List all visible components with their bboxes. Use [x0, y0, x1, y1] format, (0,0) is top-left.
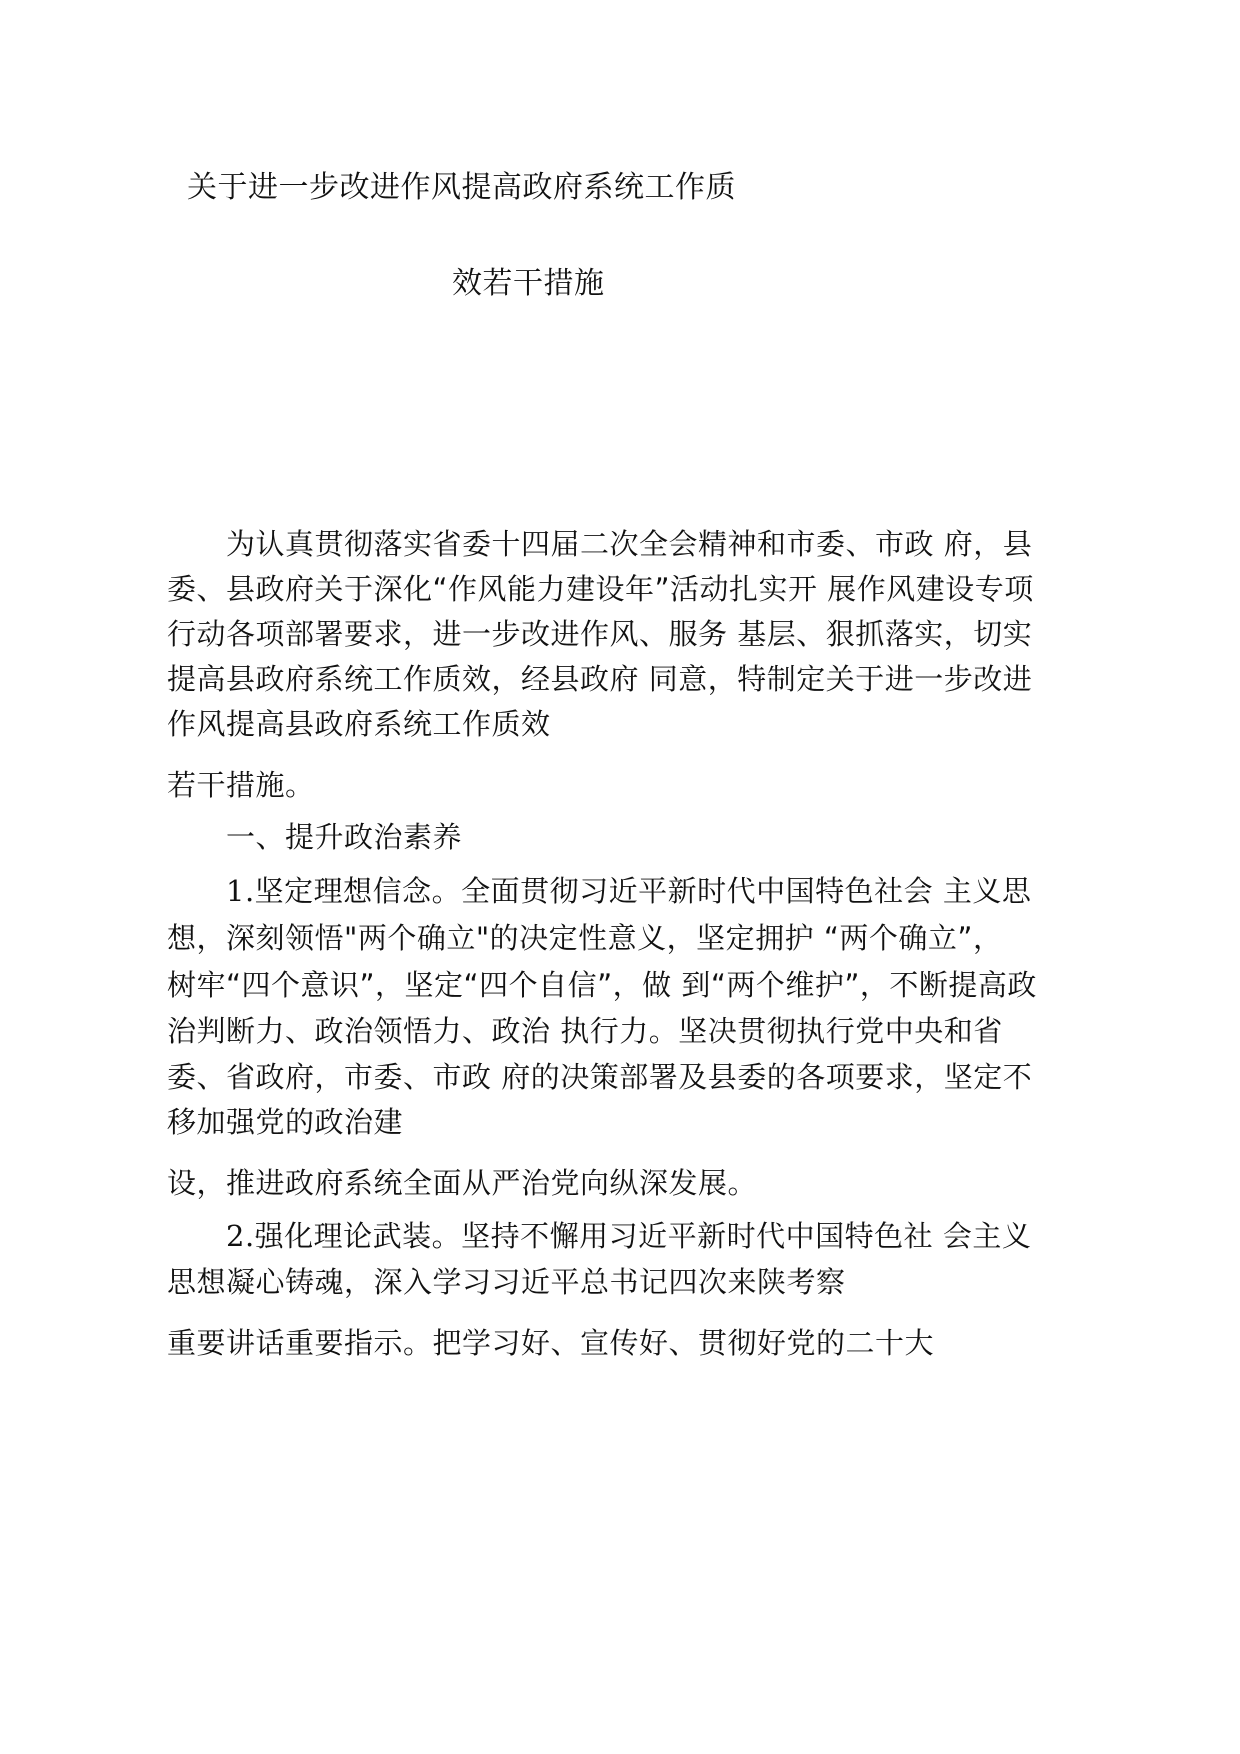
item-1-line-1: [226, 871, 1031, 911]
intro-line-4: 提高县政府系统工作质效，经县政府 同意，特制定关于进一步改进: [167, 662, 1033, 696]
intro-line-1: 为认真贯彻落实省委十四届二次全会精神和市委、市政 府，县: [226, 527, 1033, 561]
item-2-line-3: 重要讲话重要指示。把学习好、宣传好、贯彻好党的二十大: [167, 1326, 935, 1360]
section-heading: 一、提升政治素养: [226, 820, 463, 854]
item-1-line-3: 树牢“四个意识”，坚定“四个自信”，做 到“两个维护”，不断提高政: [167, 968, 1037, 1002]
item-1-line-6: 移加强党的政治建: [167, 1105, 404, 1139]
item-2-line-2: 思想凝心铸魂，深入学习习近平总书记四次来陕考察: [167, 1265, 846, 1299]
item-2-text: 强化理论武装。坚持不懈用习近平新时代中国特色社 会主义: [254, 1219, 1032, 1253]
intro-line-5: 作风提高县政府系统工作质效: [167, 707, 551, 741]
item-1-line-7: 设，推进政府系统全面从严治党向纵深发展。: [167, 1166, 758, 1200]
item-1-line-2: 想，深刻领悟"两个确立"的决定性意义，坚定拥护 “两个确立”，: [167, 921, 1003, 955]
intro-line-3: 行动各项部署要求，进一步改进作风、服务 基层、狠抓落实，切实: [167, 617, 1033, 651]
intro-line-2: 委、县政府关于深化“作风能力建设年”活动扎实开 展作风建设专项: [167, 572, 1034, 606]
intro-line-6: 若干措施。: [167, 768, 315, 802]
item-1-text: 坚定理想信念。全面贯彻习近平新时代中国特色社会 主义思: [254, 874, 1032, 908]
item-2-line-1: [226, 1216, 1031, 1256]
item-1-line-4: 治判断力、政治领悟力、政治 执行力。坚决贯彻执行党中央和省: [167, 1014, 1003, 1048]
item-1-number: 1.: [226, 874, 255, 908]
title-line-1: 关于进一步改进作风提高政府系统工作质: [187, 170, 736, 205]
item-1-line-5: 委、省政府，市委、市政 府的决策部署及县委的各项要求，坚定不: [167, 1060, 1033, 1094]
item-2-number: 2.: [226, 1219, 255, 1253]
title-line-2: 效若干措施: [452, 266, 605, 301]
